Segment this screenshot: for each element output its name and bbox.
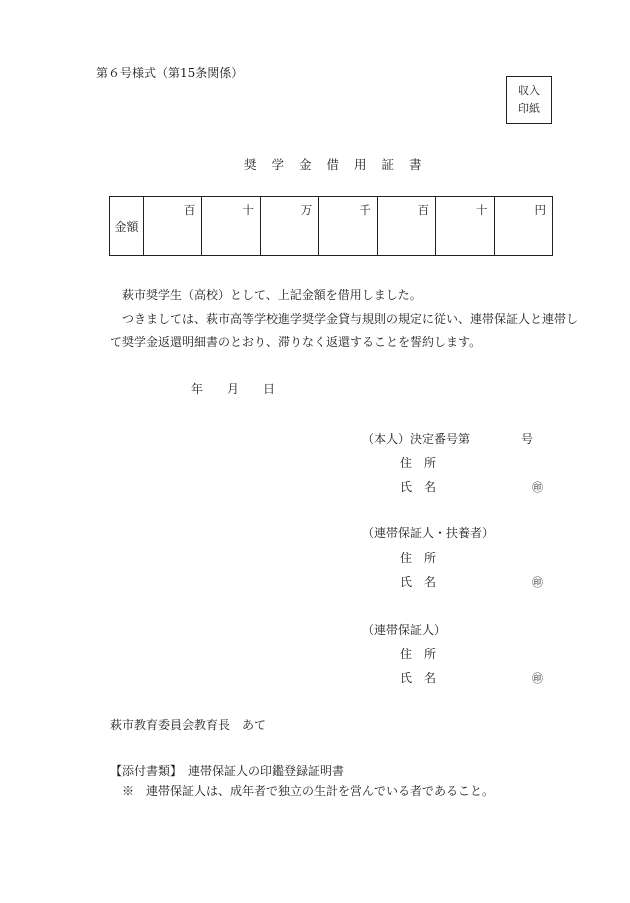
principal-label: （本人）決定番号第	[362, 432, 471, 446]
date-line	[191, 380, 275, 397]
body-text-line-3: て奨学金返還明細書のとおり、滞りなく返還することを誓約します。	[110, 335, 482, 349]
amount-unit-ten-thousand: 万	[260, 197, 318, 256]
guarantor-name-label: 氏 名	[400, 671, 437, 685]
principal-address-label: 住 所	[400, 456, 437, 470]
guarantor-note: ※ 連帯保証人は、成年者で独立の生計を営んでいる者であること。	[122, 784, 495, 798]
date-day: 日	[263, 382, 276, 396]
guarantor-label: （連帯保証人）	[362, 623, 447, 637]
date-month: 月	[227, 382, 240, 396]
stamp-label-line2: 印紙	[518, 102, 540, 115]
date-year: 年	[191, 382, 204, 396]
amount-unit-yen: 円	[494, 197, 552, 256]
amount-table	[109, 196, 553, 256]
document-title: 奨学金借用証書	[244, 157, 437, 172]
guarantor-guardian-label: （連帯保証人・扶養者）	[362, 526, 495, 540]
amount-row	[110, 197, 553, 256]
amount-unit-hundred-million: 百	[144, 197, 202, 256]
form-number: 第６号様式（第15条関係）	[96, 66, 244, 80]
principal-decision-number	[362, 430, 470, 447]
addressee-line: 萩市教育委員会教育長 あて	[110, 718, 267, 732]
amount-unit-hundred: 百	[377, 197, 435, 256]
guarantor-guardian-address-label: 住 所	[400, 551, 437, 565]
body-text-line-2: つきましては、萩市高等学校進学奨学金貸与規則の規定に従い、連帯保証人と連帯し	[122, 312, 579, 326]
amount-unit-ten-million: 十	[202, 197, 260, 256]
stamp-label-line1: 収入	[518, 84, 540, 97]
guarantor-seal-mark: ㊞	[532, 672, 543, 685]
amount-unit-ten: 十	[436, 197, 494, 256]
attachment-line: 【添付書類】 連帯保証人の印鑑登録証明書	[110, 764, 345, 778]
principal-number-suffix: 号	[521, 432, 534, 446]
body-text-line-1: 萩市奨学生（高校）として、上記金額を借用しました。	[122, 288, 422, 302]
principal-name-label: 氏 名	[400, 480, 437, 494]
revenue-stamp-box	[506, 76, 552, 124]
amount-unit-thousand: 千	[319, 197, 377, 256]
guarantor-address-label: 住 所	[400, 647, 437, 661]
guarantor-guardian-name-label: 氏 名	[400, 575, 437, 589]
principal-seal-mark: ㊞	[532, 481, 543, 494]
guarantor-guardian-seal-mark: ㊞	[532, 576, 543, 589]
amount-label: 金額	[110, 197, 144, 256]
